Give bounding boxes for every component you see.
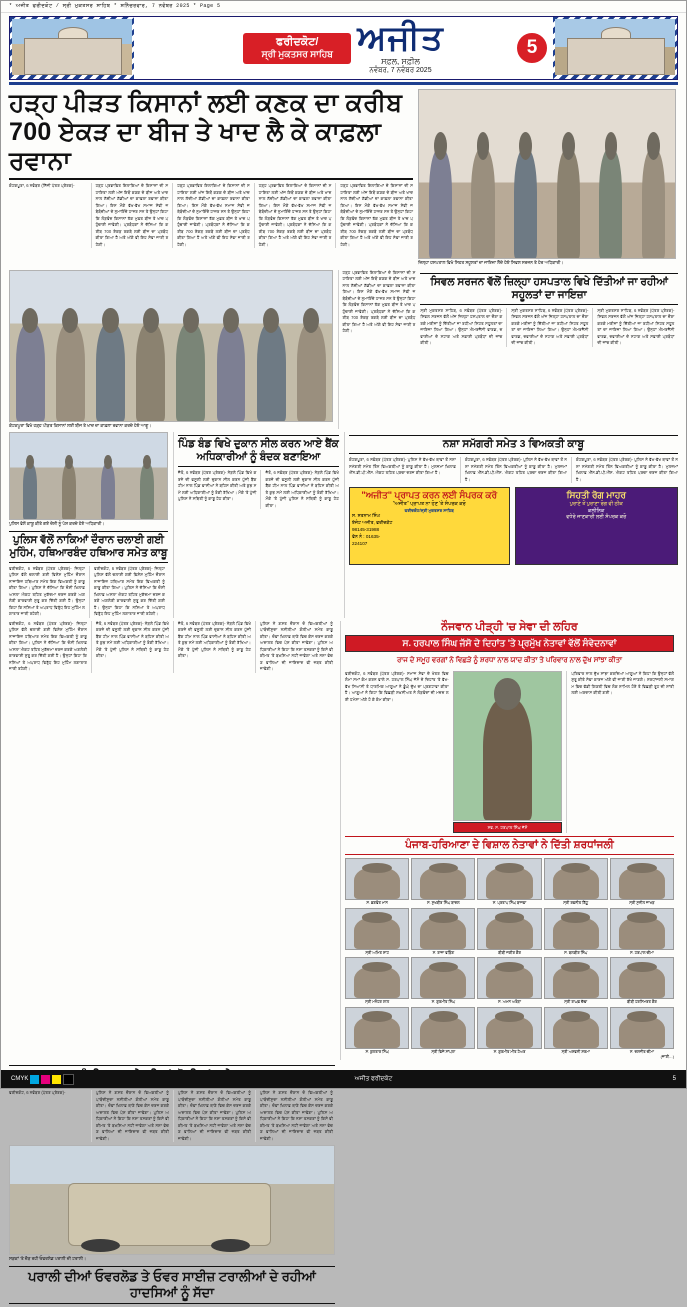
classified-ad[interactable] — [349, 487, 510, 565]
classified-phone-1: 98145-31988 — [352, 526, 380, 532]
tribute-subhead: ਰਾਜ ਦੇ ਸਮੂਹ ਵਰਗਾਂ ਨੇ ਵਿਛੜੇ ਨੂੰ ਸ਼ਰਧਾ ਨਾਲ ਯਾਦ ਕੀਤਾ ਤੇ ਪਰਿਵਾਰ ਨਾਲ ਦੁੱਖ ਸਾਂਝਾ ਕੀਤਾ — [396, 656, 623, 664]
person-figure — [599, 149, 622, 258]
leader-photo — [411, 908, 475, 950]
leader-name: ਸ੍ਰੀ ਵਿਜੇ ਸਾਂਪਲਾ — [431, 1049, 456, 1054]
face-shape — [553, 917, 599, 949]
police-text-columns — [9, 566, 168, 618]
person-figure — [16, 323, 45, 420]
trolley-block — [9, 1145, 335, 1307]
face-shape — [420, 867, 466, 899]
trolley-photo — [9, 1145, 335, 1255]
person-figure — [514, 149, 537, 258]
person-figure — [101, 463, 115, 519]
drugs-col-2: ਪੁਲਿਸ ਨੇ ਗਸ਼ਤ ਦੌਰਾਨ ਦੋ ਵਿਅਕਤੀਆਂ ਨੂੰ ਪਾਬੰਦੀਸ਼ੁਦਾ ਨਸ਼ੀਲੀਆਂ ਗੋਲੀਆਂ ਸਮੇਤ ਕਾਬੂ ਕੀਤਾ। ਦੋਵਾਂ ਖ਼ਿਲਾਫ਼ ਥਾਣੇ ਵਿਚ ਕੇਸ ਦਰਜ ਕਰਕੇ ਅਦਾਲਤ ਵਿਚ ਪੇਸ਼ ਕੀਤਾ ਜਾਵੇਗਾ। ਪੁਲਿਸ ਅਧਿਕਾਰੀਆਂ ਨੇ ਕਿਹਾ ਕਿ ਨਸ਼ਾ ਤਸਕਰਾਂ ਨੂੰ ਕਿਸੇ ਵੀ ਕੀਮਤ 'ਤੇ ਬਖ਼ਸ਼ਿਆ ਨਹੀਂ ਜਾਵੇਗਾ ਅਤੇ ਨਸ਼ਾ ਵੇਚਣ ਵਾਲਿਆਂ ਦੀ ਜਾਇਦਾਦ ਵੀ ਜ਼ਬਤ ਕੀਤੀ ਜਾਵੇਗੀ। — [91, 1090, 169, 1142]
hospital-photo-caption: ਜ਼ਿਲ੍ਹਾ ਹਸਪਤਾਲ ਵਿਖੇ ਸਿਹਤ ਸਹੂਲਤਾਂ ਦਾ ਜਾਇਜ਼ਾ ਲੈਂਦੇ ਹੋਏ ਸਿਵਲ ਸਰਜਨ ਤੇ ਹੋਰ ਅਧਿਕਾਰੀ। — [418, 260, 564, 265]
classified-city: ਫਰੀਦਕੋਟ/ਸ੍ਰੀ ਮੁਕਤਸਰ ਸਾਹਿਬ — [404, 507, 454, 513]
yellow-swatch — [52, 1075, 61, 1084]
leader-cell — [411, 858, 475, 906]
trolley-headline: ਪਰਾਲੀ ਦੀਆਂ ਓਵਰਲੋਡ ਤੇ ਓਵਰ ਸਾਈਜ਼ ਟਰਾਲੀਆਂ ਦੇ ਰਹੀਆਂ ਹਾਦਸਿਆਂ ਨੂੰ ਸੱਦਾ — [9, 1266, 335, 1305]
row-lead-photo — [9, 270, 678, 430]
leader-portrait-grid — [345, 858, 674, 1054]
person-figure — [62, 463, 76, 519]
left-lower-col-2: ਜੈਤੋ, 6 ਨਵੰਬਰ (ਪੱਤਰ ਪ੍ਰੇਰਕ)- ਨੇੜਲੇ ਪਿੰਡ ਵਿਖੇ ਕਰਜ਼ੇ ਦੀ ਵਸੂਲੀ ਲਈ ਦੁਕਾਨ ਸੀਲ ਕਰਨ ਪੁੱਜੀ ਬੈਂਕ ਟੀਮ ਨਾਲ ਪਿੰਡ ਵਾਸੀਆਂ ਨੇ ਬਹਿਸ ਕੀਤੀ ਅਤੇ ਕੁਝ ਸਮੇਂ ਲਈ ਅਧਿਕਾਰੀਆਂ ਨੂੰ ਰੋਕੀ ਰੱਖਿਆ। ਮੌਕੇ 'ਤੇ ਪੁੱਜੀ ਪੁਲਿਸ ਨੇ ਸਥਿਤੀ ਨੂੰ ਕਾਬੂ ਹੇਠ ਕੀਤਾ। — [91, 621, 169, 673]
lead-col-1: ਕੋਟਕਪੂਰਾ, 6 ਨਵੰਬਰ (ਨਿੱਜੀ ਪੱਤਰ ਪ੍ਰੇਰਕ)- — [9, 183, 75, 189]
leader-name: ਸ. ਸੁਖਬੀਰ ਸਿੰਘ ਬਾਦਲ — [426, 901, 460, 906]
hospital-visit-photo — [418, 89, 676, 259]
leader-photo — [610, 858, 674, 900]
leader-cell — [477, 957, 541, 1005]
leader-photo — [477, 1007, 541, 1049]
person-figure — [136, 323, 165, 420]
tribute-col-right: ਪਰਿਵਾਰ ਨਾਲ ਦੁੱਖ ਸਾਂਝਾ ਕਰਦਿਆਂ ਆਗੂਆਂ ਨੇ ਕਿਹਾ ਕਿ ਉਨ੍ਹਾਂ ਵੱਲੋਂ ਸ਼ੁਰੂ ਕੀਤੇ ਸੇਵਾ ਕਾਰਜ ਅੱਗੇ ਵੀ ਜਾਰੀ ਰੱਖੇ ਜਾਣਗੇ। ਸ਼ਰਧਾਂਜਲੀ ਸਮਾਗਮ ਵਿਚ ਵੱਡੀ ਗਿਣਤੀ ਵਿਚ ਲੋਕ ਸ਼ਾਮਿਲ ਹੋਏ ਤੇ ਵਿਛੜੀ ਰੂਹ ਦੀ ਸ਼ਾਂਤੀ ਲਈ ਅਰਦਾਸ ਕੀਤੀ ਗਈ। — [566, 671, 674, 833]
person-figure — [140, 463, 154, 519]
leader-cell — [477, 1007, 541, 1055]
masthead-photo-right — [555, 19, 675, 75]
leader-name: ਸ੍ਰੀ ਰਵਨੀਤ ਬਿੱਟੂ — [563, 901, 589, 906]
face-shape — [486, 1016, 532, 1048]
leader-cell — [477, 858, 541, 906]
leader-cell — [411, 957, 475, 1005]
face-shape — [486, 867, 532, 899]
leader-name: ਸ. ਰਾਜਾ ਵੜਿੰਗ — [432, 950, 454, 955]
cyan-swatch — [30, 1075, 39, 1084]
wheel-shape — [81, 1239, 120, 1252]
face-shape — [619, 1016, 665, 1048]
trolley-photo-caption: ਸੜਕਾਂ 'ਤੇ ਦੌੜ ਰਹੀ ਓਵਰਲੋਡ ਪਰਾਲੀ ਦੀ ਟਰਾਲੀ। — [9, 1256, 86, 1262]
face-shape — [354, 917, 400, 949]
classified-line-2: ਏਜੰਟ ਅਜੀਤ, ਫਰੀਦਕੋਟ — [352, 519, 393, 525]
drugs-col-1: ਫਰੀਦਕੋਟ, 6 ਨਵੰਬਰ (ਪੱਤਰ ਪ੍ਰੇਰਕ)- — [9, 1090, 66, 1096]
leader-photo — [477, 858, 541, 900]
hospital-headline: ਸਿਵਲ ਸਰਜਨ ਵੱਲੋਂ ਜ਼ਿਲ੍ਹਾ ਹਸਪਤਾਲ ਵਿਖੇ ਦਿੱਤੀਆਂ ਜਾ ਰਹੀਆਂ ਸਹੂਲਤਾਂ ਦਾ ਜਾਇਜ਼ਾ — [420, 273, 678, 305]
leader-photo — [345, 908, 409, 950]
leader-photo — [345, 858, 409, 900]
page-number-badge: 5 — [515, 31, 549, 65]
face-shape — [354, 1016, 400, 1048]
leader-name: ਸ. ਪ੍ਰਤਾਪ ਸਿੰਘ ਬਾਜਵਾ — [492, 901, 527, 906]
person-figure — [56, 323, 85, 420]
leader-photo — [477, 908, 541, 950]
tribute-headline-bar — [345, 635, 674, 652]
photo-people — [10, 457, 167, 519]
leader-photo — [345, 1007, 409, 1049]
masthead-rule — [9, 82, 678, 85]
face-shape — [619, 867, 665, 899]
lead-col-4: ਹੜ੍ਹ ਪ੍ਰਭਾਵਿਤ ਇਲਾਕਿਆਂ ਦੇ ਕਿਸਾਨਾਂ ਦੀ ਸਹਾਇਤਾ ਲਈ ਅੱਜ ਇਥੋਂ ਕਣਕ ਦੇ ਬੀਜ ਅਤੇ ਖਾਦ ਨਾਲ ਲੱਦੀਆਂ ਗੱਡੀਆਂ ਦਾ ਕਾਫ਼ਲਾ ਰਵਾਨਾ ਕੀਤਾ ਗਿਆ। ਇਸ ਮੌਕੇ ਵੱਖ-ਵੱਖ ਸਮਾਜ ਸੇਵੀ ਜਥੇਬੰਦੀਆਂ ਦੇ ਨੁਮਾਇੰਦੇ ਹਾਜ਼ਰ ਸਨ ਤੇ ਉਨ੍ਹਾਂ ਕਿਹਾ ਕਿ ਲੋੜਵੰਦ ਕਿਸਾਨਾਂ ਤੱਕ ਮੁਫ਼ਤ ਬੀਜ ਤੇ ਖਾਦ ਪਹੁੰਚਾਈ ਜਾਵੇਗੀ। ਪ੍ਰਬੰਧਕਾਂ ਨੇ ਦੱਸਿਆ ਕਿ ਕਰੀਬ 700 ਏਕੜ ਰਕਬੇ ਲਈ ਬੀਜ ਦਾ ਪ੍ਰਬੰਧ ਕੀਤਾ ਗਿਆ ਹੈ ਅਤੇ ਅੱਗੇ ਵੀ ਇਹ ਸੇਵਾ ਜਾਰੀ ਰਹੇਗੀ। — [254, 183, 332, 248]
leader-cell — [477, 908, 541, 956]
edition-line-2: ਸ੍ਰੀ ਮੁਕਤਸਰ ਸਾਹਿਬ — [261, 49, 333, 60]
tribute-footer-note: (ਜਾਰੀ…) — [660, 1055, 674, 1060]
narcotics-headline: ਨਸ਼ਾ ਸਮੱਗਰੀ ਸਮੇਤ 3 ਵਿਅਕਤੀ ਕਾਬੂ — [349, 435, 678, 454]
police-col-1: ਫਰੀਦਕੋਟ, 6 ਨਵੰਬਰ (ਪੱਤਰ ਪ੍ਰੇਰਕ)- ਜ਼ਿਲ੍ਹਾ ਪੁਲਿਸ ਵੱਲੋਂ ਚਲਾਈ ਗਈ ਵਿਸ਼ੇਸ਼ ਮੁਹਿੰਮ ਦੌਰਾਨ ਨਾਜਾਇਜ਼ ਹਥਿਆਰ ਸਮੇਤ ਇਕ ਵਿਅਕਤੀ ਨੂੰ ਕਾਬੂ ਕੀਤਾ ਗਿਆ। ਪੁਲਿਸ ਨੇ ਦੱਸਿਆ ਕਿ ਦੋਸ਼ੀ ਖ਼ਿਲਾਫ਼ ਅਸਲਾ ਐਕਟ ਤਹਿਤ ਮੁਕੱਦਮਾ ਦਰਜ ਕਰਕੇ ਅਗਲੇਰੀ ਕਾਰਵਾਈ ਸ਼ੁਰੂ ਕਰ ਦਿੱਤੀ ਗਈ ਹੈ। ਉਨ੍ਹਾਂ ਕਿਹਾ ਕਿ ਨਸ਼ਿਆਂ ਤੇ ਅਪਰਾਧ ਵਿਰੁੱਧ ਇਹ ਮੁਹਿੰਮ ਲਗਾਤਾਰ ਜਾਰੀ ਰਹੇਗੀ। — [9, 565, 85, 617]
masthead — [9, 16, 678, 80]
tribute-portrait-block — [453, 671, 563, 833]
face-shape — [619, 966, 665, 998]
footer-center-label: ਅਜੀਤ ਫਰੀਦਕੋਟ — [354, 1075, 393, 1082]
lead-col-6: ਹੜ੍ਹ ਪ੍ਰਭਾਵਿਤ ਇਲਾਕਿਆਂ ਦੇ ਕਿਸਾਨਾਂ ਦੀ ਸਹਾਇਤਾ ਲਈ ਅੱਜ ਇਥੋਂ ਕਣਕ ਦੇ ਬੀਜ ਅਤੇ ਖਾਦ ਨਾਲ ਲੱਦੀਆਂ ਗੱਡੀਆਂ ਦਾ ਕਾਫ਼ਲਾ ਰਵਾਨਾ ਕੀਤਾ ਗਿਆ। ਇਸ ਮੌਕੇ ਵੱਖ-ਵੱਖ ਸਮਾਜ ਸੇਵੀ ਜਥੇਬੰਦੀਆਂ ਦੇ ਨੁਮਾਇੰਦੇ ਹਾਜ਼ਰ ਸਨ ਤੇ ਉਨ੍ਹਾਂ ਕਿਹਾ ਕਿ ਲੋੜਵੰਦ ਕਿਸਾਨਾਂ ਤੱਕ ਮੁਫ਼ਤ ਬੀਜ ਤੇ ਖਾਦ ਪਹੁੰਚਾਈ ਜਾਵੇਗੀ। ਪ੍ਰਬੰਧਕਾਂ ਨੇ ਦੱਸਿਆ ਕਿ ਕਰੀਬ 700 ਏਕੜ ਰਕਬੇ ਲਈ ਬੀਜ ਦਾ ਪ੍ਰਬੰਧ ਕੀਤਾ ਗਿਆ ਹੈ ਅਤੇ ਅੱਗੇ ਵੀ ਇਹ ਸੇਵਾ ਜਾਰੀ ਰਹੇਗੀ। — [338, 270, 416, 430]
left-lower-block — [9, 621, 335, 1060]
face-shape — [420, 917, 466, 949]
row-lead — [9, 89, 678, 267]
classified-subtitle: "ਅਜੀਤ" ਪ੍ਰਾਪਤ ਨਾ ਹੋਣ 'ਤੇ ਸੰਪਰਕ ਕਰੋ — [392, 501, 466, 508]
leader-cell — [610, 908, 674, 956]
leader-name: ਸ੍ਰੀ ਮਨੋਹਰ ਲਾਲ — [365, 1000, 390, 1005]
clinic-ad-title: ਸਿਹਤੀ ਰੋਗ ਮਾਹਰ — [566, 490, 626, 501]
leader-cell — [411, 908, 475, 956]
face-shape — [553, 966, 599, 998]
drugs-col-3: ਪੁਲਿਸ ਨੇ ਗਸ਼ਤ ਦੌਰਾਨ ਦੋ ਵਿਅਕਤੀਆਂ ਨੂੰ ਪਾਬੰਦੀਸ਼ੁਦਾ ਨਸ਼ੀਲੀਆਂ ਗੋਲੀਆਂ ਸਮੇਤ ਕਾਬੂ ਕੀਤਾ। ਦੋਵਾਂ ਖ਼ਿਲਾਫ਼ ਥਾਣੇ ਵਿਚ ਕੇਸ ਦਰਜ ਕਰਕੇ ਅਦਾਲਤ ਵਿਚ ਪੇਸ਼ ਕੀਤਾ ਜਾਵੇਗਾ। ਪੁਲਿਸ ਅਧਿਕਾਰੀਆਂ ਨੇ ਕਿਹਾ ਕਿ ਨਸ਼ਾ ਤਸਕਰਾਂ ਨੂੰ ਕਿਸੇ ਵੀ ਕੀਮਤ 'ਤੇ ਬਖ਼ਸ਼ਿਆ ਨਹੀਂ ਜਾਵੇਗਾ ਅਤੇ ਨਸ਼ਾ ਵੇਚਣ ਵਾਲਿਆਂ ਦੀ ਜਾਇਦਾਦ ਵੀ ਜ਼ਬਤ ਕੀਤੀ ਜਾਵੇਗੀ। — [173, 1090, 251, 1142]
wheel-shape — [211, 1239, 250, 1252]
leader-name: ਬੀਬੀ ਜਗੀਰ ਕੌਰ — [498, 950, 521, 955]
lead-col-5: ਹੜ੍ਹ ਪ੍ਰਭਾਵਿਤ ਇਲਾਕਿਆਂ ਦੇ ਕਿਸਾਨਾਂ ਦੀ ਸਹਾਇਤਾ ਲਈ ਅੱਜ ਇਥੋਂ ਕਣਕ ਦੇ ਬੀਜ ਅਤੇ ਖਾਦ ਨਾਲ ਲੱਦੀਆਂ ਗੱਡੀਆਂ ਦਾ ਕਾਫ਼ਲਾ ਰਵਾਨਾ ਕੀਤਾ ਗਿਆ। ਇਸ ਮੌਕੇ ਵੱਖ-ਵੱਖ ਸਮਾਜ ਸੇਵੀ ਜਥੇਬੰਦੀਆਂ ਦੇ ਨੁਮਾਇੰਦੇ ਹਾਜ਼ਰ ਸਨ ਤੇ ਉਨ੍ਹਾਂ ਕਿਹਾ ਕਿ ਲੋੜਵੰਦ ਕਿਸਾਨਾਂ ਤੱਕ ਮੁਫ਼ਤ ਬੀਜ ਤੇ ਖਾਦ ਪਹੁੰਚਾਈ ਜਾਵੇਗੀ। ਪ੍ਰਬੰਧਕਾਂ ਨੇ ਦੱਸਿਆ ਕਿ ਕਰੀਬ 700 ਏਕੜ ਰਕਬੇ ਲਈ ਬੀਜ ਦਾ ਪ੍ਰਬੰਧ ਕੀਤਾ ਗਿਆ ਹੈ ਅਤੇ ਅੱਗੇ ਵੀ ਇਹ ਸੇਵਾ ਜਾਰੀ ਰਹੇਗੀ। — [335, 183, 413, 248]
masthead-photo-left — [12, 19, 132, 75]
tribute-headline: ਸ. ਹਰਪਾਲ ਸਿੰਘ ਜੱਸੋ ਦੇ ਦਿਹਾਂਤ 'ਤੇ ਪ੍ਰਮੁੱਖ ਨੇਤਾਵਾਂ ਵੱਲੋਂ ਸੰਵੇਦਨਾਵਾਂ — [402, 638, 617, 649]
leader-name: ਸ. ਗੁਰਮੀਤ ਮੀਤ ਹੇਅਰ — [493, 1049, 526, 1054]
tribute-col-left: ਫਰੀਦਕੋਟ, 6 ਨਵੰਬਰ (ਪੱਤਰ ਪ੍ਰੇਰਕ)- ਸਮਾਜ ਸੇਵਾ ਦੇ ਖੇਤਰ ਵਿਚ ਲੰਮਾ ਸਮਾਂ ਕੰਮ ਕਰਨ ਵਾਲੇ ਸ. ਹਰਪਾਲ ਸਿੰਘ ਜੱਸੋ ਦੇ ਦਿਹਾਂਤ 'ਤੇ ਵੱਖ-ਵੱਖ ਸਿਆਸੀ ਤੇ ਧਾਰਮਿਕ ਆਗੂਆਂ ਨੇ ਡੂੰਘੇ ਦੁੱਖ ਦਾ ਪ੍ਰਗਟਾਵਾ ਕੀਤਾ ਹੈ। ਆਗੂਆਂ ਨੇ ਕਿਹਾ ਕਿ ਵਿਛੜੀ ਸ਼ਖ਼ਸੀਅਤ ਨੇ ਲੋੜਵੰਦਾਂ ਦੀ ਮਦਦ ਲਈ ਹਮੇਸ਼ਾ ਅੱਗੇ ਹੋ ਕੇ ਕੰਮ ਕੀਤਾ। — [345, 670, 449, 702]
leader-name: ਸ੍ਰੀ ਰਾਘਵ ਚੱਢਾ — [564, 1000, 588, 1005]
face-shape — [354, 966, 400, 998]
face-shape — [486, 966, 532, 998]
police-photo-caption: ਪੁਲਿਸ ਵੱਲੋਂ ਕਾਬੂ ਕੀਤੇ ਗਏ ਦੋਸ਼ੀ ਨੂੰ ਪੇਸ਼ ਕਰਦੇ ਹੋਏ ਅਧਿਕਾਰੀ। — [9, 521, 105, 527]
photo-people — [10, 313, 332, 421]
person-figure — [471, 149, 494, 258]
leader-photo — [411, 858, 475, 900]
portrait-figure — [483, 698, 533, 820]
lead-photo-caption: ਕੋਟਕਪੂਰਾ ਵਿਖੇ ਹੜ੍ਹ ਪੀੜਤ ਕਿਸਾਨਾਂ ਲਈ ਬੀਜ ਤੇ ਖਾਦ ਦਾ ਕਾਫ਼ਲਾ ਰਵਾਨਾ ਕਰਦੇ ਹੋਏ ਆਗੂ। — [9, 422, 152, 428]
top-right-block — [418, 89, 676, 267]
left-lower-col-3: ਜੈਤੋ, 6 ਨਵੰਬਰ (ਪੱਤਰ ਪ੍ਰੇਰਕ)- ਨੇੜਲੇ ਪਿੰਡ ਵਿਖੇ ਕਰਜ਼ੇ ਦੀ ਵਸੂਲੀ ਲਈ ਦੁਕਾਨ ਸੀਲ ਕਰਨ ਪੁੱਜੀ ਬੈਂਕ ਟੀਮ ਨਾਲ ਪਿੰਡ ਵਾਸੀਆਂ ਨੇ ਬਹਿਸ ਕੀਤੀ ਅਤੇ ਕੁਝ ਸਮੇਂ ਲਈ ਅਧਿਕਾਰੀਆਂ ਨੂੰ ਰੋਕੀ ਰੱਖਿਆ। ਮੌਕੇ 'ਤੇ ਪੁੱਜੀ ਪੁਲਿਸ ਨੇ ਸਥਿਤੀ ਨੂੰ ਕਾਬੂ ਹੇਠ ਕੀਤਾ। — [173, 621, 251, 673]
building-shape — [567, 38, 665, 75]
masthead-center — [134, 17, 553, 79]
hospital-col-3: ਸ੍ਰੀ ਮੁਕਤਸਰ ਸਾਹਿਬ, 6 ਨਵੰਬਰ (ਪੱਤਰ ਪ੍ਰੇਰਕ)- ਸਿਵਲ ਸਰਜਨ ਵੱਲੋਂ ਅੱਜ ਜ਼ਿਲ੍ਹਾ ਹਸਪਤਾਲ ਦਾ ਦੌਰਾ ਕਰਕੇ ਮਰੀਜ਼ਾਂ ਨੂੰ ਦਿੱਤੀਆਂ ਜਾ ਰਹੀਆਂ ਸਿਹਤ ਸਹੂਲਤਾਂ ਦਾ ਜਾਇਜ਼ਾ ਲਿਆ ਗਿਆ। ਉਨ੍ਹਾਂ ਐਮਰਜੈਂਸੀ ਵਾਰਡ, ਦਵਾਈਆਂ ਦੇ ਸਟਾਕ ਅਤੇ ਸਫ਼ਾਈ ਪ੍ਰਬੰਧਾਂ ਦੀ ਜਾਂਚ ਕੀਤੀ। — [592, 308, 674, 347]
clinic-ad-sub: ਪੁਰਾਣੇ ਤੋਂ ਪੁਰਾਣਾ ਰੋਗ ਵੀ ਠੀਕ — [569, 501, 623, 508]
leader-photo — [610, 957, 674, 999]
leader-name: ਸ. ਦਲਜੀਤ ਚੀਮਾ — [629, 1049, 654, 1054]
tribute-columns — [345, 671, 674, 833]
tribute-portrait — [453, 671, 563, 821]
leader-photo — [610, 1007, 674, 1049]
photo-people — [419, 137, 675, 258]
leader-name: ਸ. ਗੁਰਮੀਤ ਸਿੰਘ — [431, 1000, 455, 1005]
hospital-story — [420, 270, 678, 430]
person-figure — [176, 323, 205, 420]
left-lower-columns — [9, 621, 335, 673]
narcotics-col-2: ਕੋਟਕਪੂਰਾ, 6 ਨਵੰਬਰ (ਪੱਤਰ ਪ੍ਰੇਰਕ)- ਪੁਲਿਸ ਨੇ ਵੱਖ-ਵੱਖ ਥਾਵਾਂ ਤੋਂ ਨਸ਼ਾ ਸਮੱਗਰੀ ਸਮੇਤ ਤਿੰਨ ਵਿਅਕਤੀਆਂ ਨੂੰ ਕਾਬੂ ਕੀਤਾ ਹੈ। ਮੁਲਜ਼ਮਾਂ ਖ਼ਿਲਾਫ਼ ਐੱਨ.ਡੀ.ਪੀ.ਐੱਸ. ਐਕਟ ਤਹਿਤ ਪਰਚਾ ਦਰਜ ਕੀਤਾ ਗਿਆ ਹੈ। — [460, 457, 567, 483]
leader-cell — [345, 1007, 409, 1055]
black-swatch — [63, 1074, 74, 1085]
leader-cell — [544, 858, 608, 906]
face-shape — [420, 1016, 466, 1048]
narcotics-col-3: ਕੋਟਕਪੂਰਾ, 6 ਨਵੰਬਰ (ਪੱਤਰ ਪ੍ਰੇਰਕ)- ਪੁਲਿਸ ਨੇ ਵੱਖ-ਵੱਖ ਥਾਵਾਂ ਤੋਂ ਨਸ਼ਾ ਸਮੱਗਰੀ ਸਮੇਤ ਤਿੰਨ ਵਿਅਕਤੀਆਂ ਨੂੰ ਕਾਬੂ ਕੀਤਾ ਹੈ। ਮੁਲਜ਼ਮਾਂ ਖ਼ਿਲਾਫ਼ ਐੱਨ.ਡੀ.ਪੀ.ਐੱਸ. ਐਕਟ ਤਹਿਤ ਪਰਚਾ ਦਰਜ ਕੀਤਾ ਗਿਆ ਹੈ। — [571, 457, 678, 483]
leader-name: ਸ੍ਰੀ ਅਮਿਤ ਸ਼ਾਹ — [365, 950, 389, 955]
magenta-swatch — [41, 1075, 50, 1084]
person-figure — [297, 323, 326, 420]
face-shape — [354, 867, 400, 899]
footer-left-label: CMYK — [11, 1076, 29, 1082]
leader-name: ਬੀਬੀ ਹਰਸਿਮਰਤ ਕੌਰ — [626, 1000, 657, 1005]
person-figure — [429, 149, 452, 258]
divider — [9, 178, 413, 180]
narcotics-columns — [349, 457, 678, 483]
paper-tagline: ਸਫ਼ਲ, ਸਫ਼ੀਲ — [381, 57, 420, 66]
leader-cell — [610, 1007, 674, 1055]
leader-photo — [411, 957, 475, 999]
lead-headline: ਹੜ੍ਹ ਪੀੜਤ ਕਿਸਾਨਾਂ ਲਈ ਕਣਕ ਦਾ ਕਰੀਬ 700 ਏਕੜ ਦਾ ਬੀਜ ਤੇ ਖਾਦ ਲੈ ਕੇ ਕਾਫ਼ਲਾ ਰਵਾਨਾ — [9, 89, 403, 175]
lead-story — [9, 89, 413, 267]
leader-cell — [544, 1007, 608, 1055]
lead-col-3: ਹੜ੍ਹ ਪ੍ਰਭਾਵਿਤ ਇਲਾਕਿਆਂ ਦੇ ਕਿਸਾਨਾਂ ਦੀ ਸਹਾਇਤਾ ਲਈ ਅੱਜ ਇਥੋਂ ਕਣਕ ਦੇ ਬੀਜ ਅਤੇ ਖਾਦ ਨਾਲ ਲੱਦੀਆਂ ਗੱਡੀਆਂ ਦਾ ਕਾਫ਼ਲਾ ਰਵਾਨਾ ਕੀਤਾ ਗਿਆ। ਇਸ ਮੌਕੇ ਵੱਖ-ਵੱਖ ਸਮਾਜ ਸੇਵੀ ਜਥੇਬੰਦੀਆਂ ਦੇ ਨੁਮਾਇੰਦੇ ਹਾਜ਼ਰ ਸਨ ਤੇ ਉਨ੍ਹਾਂ ਕਿਹਾ ਕਿ ਲੋੜਵੰਦ ਕਿਸਾਨਾਂ ਤੱਕ ਮੁਫ਼ਤ ਬੀਜ ਤੇ ਖਾਦ ਪਹੁੰਚਾਈ ਜਾਵੇਗੀ। ਪ੍ਰਬੰਧਕਾਂ ਨੇ ਦੱਸਿਆ ਕਿ ਕਰੀਬ 700 ਏਕੜ ਰਕਬੇ ਲਈ ਬੀਜ ਦਾ ਪ੍ਰਬੰਧ ਕੀਤਾ ਗਿਆ ਹੈ ਅਤੇ ਅੱਗੇ ਵੀ ਇਹ ਸੇਵਾ ਜਾਰੀ ਰਹੇਗੀ। — [172, 183, 250, 248]
police-col-2: ਫਰੀਦਕੋਟ, 6 ਨਵੰਬਰ (ਪੱਤਰ ਪ੍ਰੇਰਕ)- ਜ਼ਿਲ੍ਹਾ ਪੁਲਿਸ ਵੱਲੋਂ ਚਲਾਈ ਗਈ ਵਿਸ਼ੇਸ਼ ਮੁਹਿੰਮ ਦੌਰਾਨ ਨਾਜਾਇਜ਼ ਹਥਿਆਰ ਸਮੇਤ ਇਕ ਵਿਅਕਤੀ ਨੂੰ ਕਾਬੂ ਕੀਤਾ ਗਿਆ। ਪੁਲਿਸ ਨੇ ਦੱਸਿਆ ਕਿ ਦੋਸ਼ੀ ਖ਼ਿਲਾਫ਼ ਅਸਲਾ ਐਕਟ ਤਹਿਤ ਮੁਕੱਦਮਾ ਦਰਜ ਕਰਕੇ ਅਗਲੇਰੀ ਕਾਰਵਾਈ ਸ਼ੁਰੂ ਕਰ ਦਿੱਤੀ ਗਈ ਹੈ। ਉਨ੍ਹਾਂ ਕਿਹਾ ਕਿ ਨਸ਼ਿਆਂ ਤੇ ਅਪਰਾਧ ਵਿਰੁੱਧ ਇਹ ਮੁਹਿੰਮ ਲਗਾਤਾਰ ਜਾਰੀ ਰਹੇਗੀ। — [89, 566, 165, 618]
classified-line-1: ਸ. ਸਤਨਾਮ ਸਿੰਘ — [352, 513, 381, 519]
portrait-figure-wrap — [454, 692, 562, 819]
face-shape — [553, 867, 599, 899]
leader-cell — [345, 908, 409, 956]
page-footer — [1, 1070, 686, 1088]
cmyk-marks — [11, 1074, 74, 1085]
classified-phone-2: ਫੋਨ ਨੰ : 01635- — [352, 533, 381, 539]
police-block — [9, 432, 168, 618]
drugs-col-4: ਪੁਲਿਸ ਨੇ ਗਸ਼ਤ ਦੌਰਾਨ ਦੋ ਵਿਅਕਤੀਆਂ ਨੂੰ ਪਾਬੰਦੀਸ਼ੁਦਾ ਨਸ਼ੀਲੀਆਂ ਗੋਲੀਆਂ ਸਮੇਤ ਕਾਬੂ ਕੀਤਾ। ਦੋਵਾਂ ਖ਼ਿਲਾਫ਼ ਥਾਣੇ ਵਿਚ ਕੇਸ ਦਰਜ ਕਰਕੇ ਅਦਾਲਤ ਵਿਚ ਪੇਸ਼ ਕੀਤਾ ਜਾਵੇਗਾ। ਪੁਲਿਸ ਅਧਿਕਾਰੀਆਂ ਨੇ ਕਿਹਾ ਕਿ ਨਸ਼ਾ ਤਸਕਰਾਂ ਨੂੰ ਕਿਸੇ ਵੀ ਕੀਮਤ 'ਤੇ ਬਖ਼ਸ਼ਿਆ ਨਹੀਂ ਜਾਵੇਗਾ ਅਤੇ ਨਸ਼ਾ ਵੇਚਣ ਵਾਲਿਆਂ ਦੀ ਜਾਇਦਾਦ ਵੀ ਜ਼ਬਤ ਕੀਤੀ ਜਾਵੇਗੀ। — [255, 1090, 333, 1142]
row-middle — [9, 432, 678, 618]
row-trolley-spacer — [340, 1145, 674, 1307]
leader-name: ਸ. ਕੁਲਤਾਰ ਸਿੰਘ — [365, 1049, 389, 1054]
lead-photo-block — [9, 270, 333, 430]
leader-photo — [544, 858, 608, 900]
bank-headline: ਪਿੰਡ ਬੰਡ ਵਿਖੇ ਦੁਕਾਨ ਸੀਲ ਕਰਨ ਆਏ ਬੈਂਕ ਅਧਿਕਾਰੀਆਂ ਨੂੰ ਬੰਦਕ ਬਣਾਇਆ — [178, 435, 339, 467]
face-shape — [553, 1016, 599, 1048]
left-lower-col-4: ਪੁਲਿਸ ਨੇ ਗਸ਼ਤ ਦੌਰਾਨ ਦੋ ਵਿਅਕਤੀਆਂ ਨੂੰ ਪਾਬੰਦੀਸ਼ੁਦਾ ਨਸ਼ੀਲੀਆਂ ਗੋਲੀਆਂ ਸਮੇਤ ਕਾਬੂ ਕੀਤਾ। ਦੋਵਾਂ ਖ਼ਿਲਾਫ਼ ਥਾਣੇ ਵਿਚ ਕੇਸ ਦਰਜ ਕਰਕੇ ਅਦਾਲਤ ਵਿਚ ਪੇਸ਼ ਕੀਤਾ ਜਾਵੇਗਾ। ਪੁਲਿਸ ਅਧਿਕਾਰੀਆਂ ਨੇ ਕਿਹਾ ਕਿ ਨਸ਼ਾ ਤਸਕਰਾਂ ਨੂੰ ਕਿਸੇ ਵੀ ਕੀਮਤ 'ਤੇ ਬਖ਼ਸ਼ਿਆ ਨਹੀਂ ਜਾਵੇਗਾ ਅਤੇ ਨਸ਼ਾ ਵੇਚਣ ਵਾਲਿਆਂ ਦੀ ਜਾਇਦਾਦ ਵੀ ਜ਼ਬਤ ਕੀਤੀ ਜਾਵੇਗੀ। — [255, 621, 333, 673]
leader-cell — [345, 858, 409, 906]
leader-photo — [544, 957, 608, 999]
leader-photo — [544, 1007, 608, 1049]
leader-photo — [345, 957, 409, 999]
row-tribute — [9, 621, 678, 1060]
hospital-col-1: ਸ੍ਰੀ ਮੁਕਤਸਰ ਸਾਹਿਬ, 6 ਨਵੰਬਰ (ਪੱਤਰ ਪ੍ਰੇਰਕ)- ਸਿਵਲ ਸਰਜਨ ਵੱਲੋਂ ਅੱਜ ਜ਼ਿਲ੍ਹਾ ਹਸਪਤਾਲ ਦਾ ਦੌਰਾ ਕਰਕੇ ਮਰੀਜ਼ਾਂ ਨੂੰ ਦਿੱਤੀਆਂ ਜਾ ਰਹੀਆਂ ਸਿਹਤ ਸਹੂਲਤਾਂ ਦਾ ਜਾਇਜ਼ਾ ਲਿਆ ਗਿਆ। ਉਨ੍ਹਾਂ ਐਮਰਜੈਂਸੀ ਵਾਰਡ, ਦਵਾਈਆਂ ਦੇ ਸਟਾਕ ਅਤੇ ਸਫ਼ਾਈ ਪ੍ਰਬੰਧਾਂ ਦੀ ਜਾਂਚ ਕੀਤੀ। — [420, 307, 503, 346]
lead-photo — [9, 270, 333, 422]
hospital-col-2: ਸ੍ਰੀ ਮੁਕਤਸਰ ਸਾਹਿਬ, 6 ਨਵੰਬਰ (ਪੱਤਰ ਪ੍ਰੇਰਕ)- ਸਿਵਲ ਸਰਜਨ ਵੱਲੋਂ ਅੱਜ ਜ਼ਿਲ੍ਹਾ ਹਸਪਤਾਲ ਦਾ ਦੌਰਾ ਕਰਕੇ ਮਰੀਜ਼ਾਂ ਨੂੰ ਦਿੱਤੀਆਂ ਜਾ ਰਹੀਆਂ ਸਿਹਤ ਸਹੂਲਤਾਂ ਦਾ ਜਾਇਜ਼ਾ ਲਿਆ ਗਿਆ। ਉਨ੍ਹਾਂ ਐਮਰਜੈਂਸੀ ਵਾਰਡ, ਦਵਾਈਆਂ ਦੇ ਸਟਾਕ ਅਤੇ ਸਫ਼ਾਈ ਪ੍ਰਬੰਧਾਂ ਦੀ ਜਾਂਚ ਕੀਤੀ। — [506, 308, 588, 347]
leader-name: ਸ. ਹਰਪਾਲ ਚੀਮਾ — [630, 950, 654, 955]
leader-grid-title: ਪੰਜਾਬ-ਹਰਿਆਣਾ ਦੇ ਵਿਸ਼ਾਲ ਨੇਤਾਵਾਂ ਨੇ ਦਿੱਤੀ ਸ਼ਰਧਾਂਜਲੀ — [345, 836, 674, 855]
face-shape — [420, 966, 466, 998]
leader-cell — [544, 908, 608, 956]
edition-line-1: ਫਰੀਦਕੋਟ/ — [276, 35, 319, 48]
leader-name: ਸ. ਭਗਵੰਤ ਮਾਨ — [366, 901, 388, 906]
bank-col-1: ਜੈਤੋ, 6 ਨਵੰਬਰ (ਪੱਤਰ ਪ੍ਰੇਰਕ)- ਨੇੜਲੇ ਪਿੰਡ ਵਿਖੇ ਕਰਜ਼ੇ ਦੀ ਵਸੂਲੀ ਲਈ ਦੁਕਾਨ ਸੀਲ ਕਰਨ ਪੁੱਜੀ ਬੈਂਕ ਟੀਮ ਨਾਲ ਪਿੰਡ ਵਾਸੀਆਂ ਨੇ ਬਹਿਸ ਕੀਤੀ ਅਤੇ ਕੁਝ ਸਮੇਂ ਲਈ ਅਧਿਕਾਰੀਆਂ ਨੂੰ ਰੋਕੀ ਰੱਖਿਆ। ਮੌਕੇ 'ਤੇ ਪੁੱਜੀ ਪੁਲਿਸ ਨੇ ਸਥਿਤੀ ਨੂੰ ਕਾਬੂ ਹੇਠ ਕੀਤਾ। — [178, 470, 257, 502]
face-shape — [619, 917, 665, 949]
tribute-kicker: ਨੌਜਵਾਨ ਪੀੜ੍ਹੀ 'ਚ ਸੇਵਾ ਦੀ ਲਹਿਰ — [441, 620, 578, 633]
print-registration-strip: * ਅਜੀਤ ਫਰੀਦਕੋਟ / ਸ੍ਰੀ ਮੁਕਤਸਰ ਸਾਹਿਬ * ਸ਼ਨਿੱਚਰਵਾਰ, 7 ਨਵੰਬਰ 2025 * Page 5 — [1, 1, 686, 13]
right-stack — [344, 432, 678, 618]
leader-photo — [610, 908, 674, 950]
face-shape — [486, 917, 532, 949]
leader-cell — [610, 957, 674, 1005]
leader-cell — [544, 957, 608, 1005]
building-shape — [24, 38, 122, 75]
narcotics-col-1: ਕੋਟਕਪੂਰਾ, 6 ਨਵੰਬਰ (ਪੱਤਰ ਪ੍ਰੇਰਕ)- ਪੁਲਿਸ ਨੇ ਵੱਖ-ਵੱਖ ਥਾਵਾਂ ਤੋਂ ਨਸ਼ਾ ਸਮੱਗਰੀ ਸਮੇਤ ਤਿੰਨ ਵਿਅਕਤੀਆਂ ਨੂੰ ਕਾਬੂ ਕੀਤਾ ਹੈ। ਮੁਲਜ਼ਮਾਂ ਖ਼ਿਲਾਫ਼ ਐੱਨ.ਡੀ.ਪੀ.ਐੱਸ. ਐਕਟ ਤਹਿਤ ਪਰਚਾ ਦਰਜ ਕੀਤਾ ਗਿਆ ਹੈ। — [349, 457, 456, 476]
footer-page-number: 5 — [672, 1076, 676, 1082]
leader-name: ਸ. ਅਮਨ ਅਰੋੜਾ — [497, 1000, 521, 1005]
masthead-dateline: ਨਵੰਬਰ, 7 ਨਵੰਬਰ 2025 — [369, 67, 432, 74]
drugs-text-columns — [9, 1090, 335, 1142]
ads-row — [349, 487, 678, 565]
leader-name: ਸ੍ਰੀ ਅਸ਼ਵਨੀ ਸ਼ਰਮਾ — [561, 1049, 590, 1054]
leader-photo — [477, 957, 541, 999]
left-lower-col-1: ਫਰੀਦਕੋਟ, 6 ਨਵੰਬਰ (ਪੱਤਰ ਪ੍ਰੇਰਕ)- ਜ਼ਿਲ੍ਹਾ ਪੁਲਿਸ ਵੱਲੋਂ ਚਲਾਈ ਗਈ ਵਿਸ਼ੇਸ਼ ਮੁਹਿੰਮ ਦੌਰਾਨ ਨਾਜਾਇਜ਼ ਹਥਿਆਰ ਸਮੇਤ ਇਕ ਵਿਅਕਤੀ ਨੂੰ ਕਾਬੂ ਕੀਤਾ ਗਿਆ। ਪੁਲਿਸ ਨੇ ਦੱਸਿਆ ਕਿ ਦੋਸ਼ੀ ਖ਼ਿਲਾਫ਼ ਅਸਲਾ ਐਕਟ ਤਹਿਤ ਮੁਕੱਦਮਾ ਦਰਜ ਕਰਕੇ ਅਗਲੇਰੀ ਕਾਰਵਾਈ ਸ਼ੁਰੂ ਕਰ ਦਿੱਤੀ ਗਈ ਹੈ। ਉਨ੍ਹਾਂ ਕਿਹਾ ਕਿ ਨਸ਼ਿਆਂ ਤੇ ਅਪਰਾਧ ਵਿਰੁੱਧ ਇਹ ਮੁਹਿੰਮ ਲਗਾਤਾਰ ਜਾਰੀ ਰਹੇਗੀ। — [9, 620, 87, 672]
page-body — [9, 89, 678, 1307]
clinic-ad-footer: ਵਧੇਰੇ ਜਾਣਕਾਰੀ ਲਈ ਸੰਪਰਕ ਕਰੋ — [566, 514, 627, 521]
bank-story — [173, 432, 339, 618]
lead-col-2: ਹੜ੍ਹ ਪ੍ਰਭਾਵਿਤ ਇਲਾਕਿਆਂ ਦੇ ਕਿਸਾਨਾਂ ਦੀ ਸਹਾਇਤਾ ਲਈ ਅੱਜ ਇਥੋਂ ਕਣਕ ਦੇ ਬੀਜ ਅਤੇ ਖਾਦ ਨਾਲ ਲੱਦੀਆਂ ਗੱਡੀਆਂ ਦਾ ਕਾਫ਼ਲਾ ਰਵਾਨਾ ਕੀਤਾ ਗਿਆ। ਇਸ ਮੌਕੇ ਵੱਖ-ਵੱਖ ਸਮਾਜ ਸੇਵੀ ਜਥੇਬੰਦੀਆਂ ਦੇ ਨੁਮਾਇੰਦੇ ਹਾਜ਼ਰ ਸਨ ਤੇ ਉਨ੍ਹਾਂ ਕਿਹਾ ਕਿ ਲੋੜਵੰਦ ਕਿਸਾਨਾਂ ਤੱਕ ਮੁਫ਼ਤ ਬੀਜ ਤੇ ਖਾਦ ਪਹੁੰਚਾਈ ਜਾਵੇਗੀ। ਪ੍ਰਬੰਧਕਾਂ ਨੇ ਦੱਸਿਆ ਕਿ ਕਰੀਬ 700 ਏਕੜ ਰਕਬੇ ਲਈ ਬੀਜ ਦਾ ਪ੍ਰਬੰਧ ਕੀਤਾ ਗਿਆ ਹੈ ਅਤੇ ਅੱਗੇ ਵੀ ਇਹ ਸੇਵਾ ਜਾਰੀ ਰਹੇਗੀ। — [91, 183, 169, 248]
leader-cell — [610, 858, 674, 906]
person-figure — [217, 323, 246, 420]
leader-cell — [411, 1007, 475, 1055]
leader-name: ਸ. ਬਲਬੀਰ ਸਿੰਘ — [564, 950, 588, 955]
police-headline: ਪੁਲਿਸ ਵੱਲੋਂ ਨਾਕਿਆਂ ਦੌਰਾਨ ਚਲਾਈ ਗਈ ਮੁਹਿੰਮ, ਹਥਿਆਰਬੰਦ ਹਥਿਆਰ ਸਮੇਤ ਕਾਬੂ — [9, 531, 168, 563]
person-figure — [557, 149, 580, 258]
hospital-text-columns — [420, 308, 678, 347]
person-figure — [642, 149, 665, 258]
tribute-portrait-caption: ਸਵ. ਸ. ਹਰਪਾਲ ਸਿੰਘ ਜੱਸੋ — [487, 824, 528, 830]
leader-photo — [411, 1007, 475, 1049]
clinic-ad[interactable] — [515, 487, 678, 565]
classified-phone-3: 224107 — [352, 540, 368, 546]
leader-cell — [345, 957, 409, 1005]
person-figure — [96, 323, 125, 420]
police-photo — [9, 432, 168, 520]
classified-title: "ਅਜੀਤ" ਪ੍ਰਾਪਤ ਕਰਨ ਲਈ ਸੰਪਰਕ ਕਰੋ — [361, 490, 498, 501]
bank-text-columns — [178, 470, 339, 509]
bank-col-2: ਜੈਤੋ, 6 ਨਵੰਬਰ (ਪੱਤਰ ਪ੍ਰੇਰਕ)- ਨੇੜਲੇ ਪਿੰਡ ਵਿਖੇ ਕਰਜ਼ੇ ਦੀ ਵਸੂਲੀ ਲਈ ਦੁਕਾਨ ਸੀਲ ਕਰਨ ਪੁੱਜੀ ਬੈਂਕ ਟੀਮ ਨਾਲ ਪਿੰਡ ਵਾਸੀਆਂ ਨੇ ਬਹਿਸ ਕੀਤੀ ਅਤੇ ਕੁਝ ਸਮੇਂ ਲਈ ਅਧਿਕਾਰੀਆਂ ਨੂੰ ਰੋਕੀ ਰੱਖਿਆ। ਮੌਕੇ 'ਤੇ ਪੁੱਜੀ ਪੁਲਿਸ ਨੇ ਸਥਿਤੀ ਨੂੰ ਕਾਬੂ ਹੇਠ ਕੀਤਾ। — [260, 470, 339, 509]
edition-badge — [243, 33, 351, 64]
leader-photo — [544, 908, 608, 950]
person-figure — [257, 323, 286, 420]
person-figure — [23, 463, 37, 519]
straw-load-shape — [68, 1183, 271, 1245]
clinic-ad-name: ਕਲੀਨਿਕ — [588, 507, 605, 514]
paper-title: ਅਜੀਤ — [357, 19, 444, 57]
lead-text-columns — [9, 183, 413, 248]
row-trolley — [9, 1145, 678, 1307]
tribute-package — [340, 621, 674, 1060]
tribute-portrait-caption-bar — [453, 822, 563, 833]
leader-name: ਸ੍ਰੀ ਸੁਨੀਲ ਜਾਖੜ — [629, 901, 655, 906]
